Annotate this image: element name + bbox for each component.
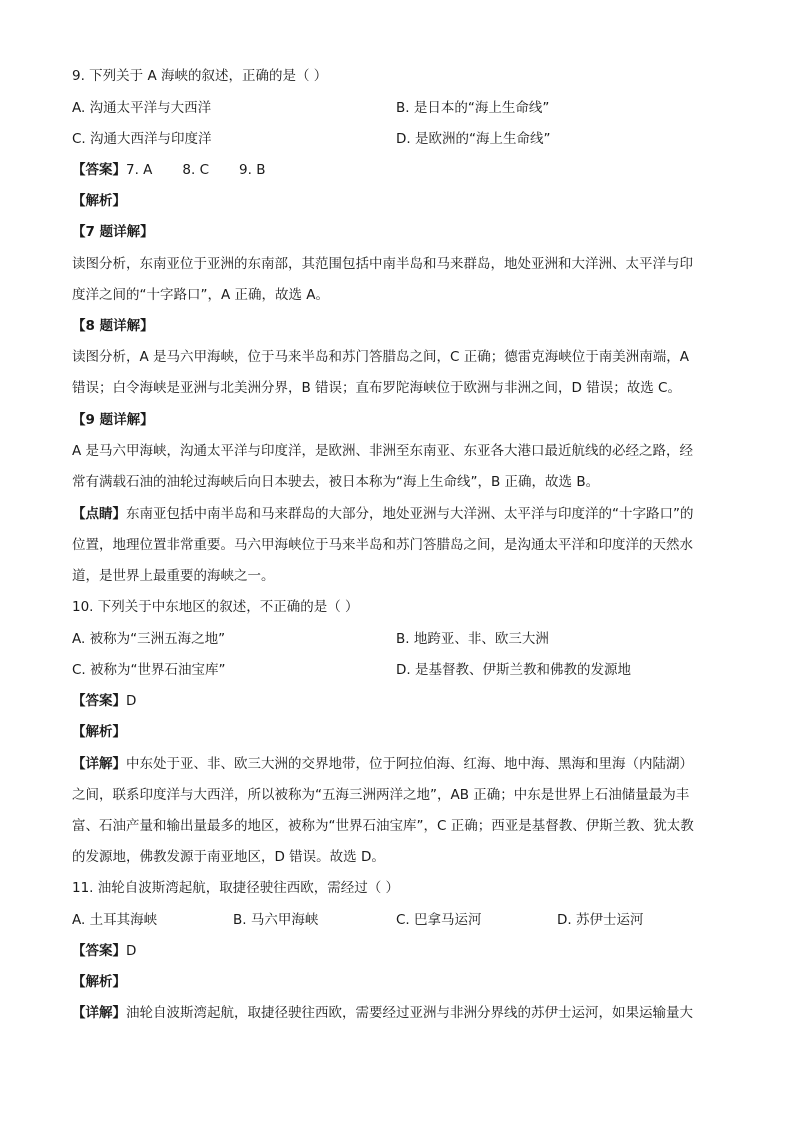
q11-answer: D xyxy=(126,943,137,959)
detail-9-line-2: 常有满载石油的油轮过海峡后向日本驶去，被日本称为“海上生命线”，B 正确，故选 B。 xyxy=(72,474,600,490)
detail-9-line-1: A 是马六甲海峡，沟通太平洋与印度洋，是欧洲、非洲至东南亚、东亚各大港口最近航线的必经之路，经 xyxy=(72,443,694,459)
q9-option-d: D. 是欧洲的“海上生命线” xyxy=(396,131,551,147)
q11-option-b: B. 马六甲海峡 xyxy=(233,912,319,928)
detail-7-title: 【7 题详解】 xyxy=(72,224,154,240)
q10-option-b: B. 地跨亚、非、欧三大洲 xyxy=(396,631,549,647)
q10-option-c: C. 被称为“世界石油宝库” xyxy=(72,662,226,678)
detail-7-line-1: 读图分析，东南亚位于亚洲的东南部，其范围包括中南半岛和马来群岛，地处亚洲和大洋洲、太平洋与印 xyxy=(72,256,693,272)
q11-detail-line-1 xyxy=(72,1003,732,1023)
detail-9-title: 【9 题详解】 xyxy=(72,412,154,428)
q11-answer-line xyxy=(72,941,732,961)
q11-option-a: A. 土耳其海峡 xyxy=(72,912,158,928)
q10-option-a: A. 被称为“三洲五海之地” xyxy=(72,631,226,647)
analysis-label: 【解析】 xyxy=(72,193,126,209)
q11-option-c: C. 巴拿马运河 xyxy=(396,912,482,928)
detail-8-title: 【8 题详解】 xyxy=(72,318,154,334)
q11-option-d: D. 苏伊士运河 xyxy=(557,912,644,928)
question-10-stem: 10. 下列关于中东地区的叙述，不正确的是（ ） xyxy=(72,599,359,615)
q9-option-a: A. 沟通太平洋与大西洋 xyxy=(72,100,212,116)
q9-option-b: B. 是日本的“海上生命线” xyxy=(396,100,550,116)
answer-tag: 【答案】 xyxy=(72,162,126,178)
dianjing-line-1 xyxy=(72,504,732,524)
q10-detail-line-1 xyxy=(72,754,732,774)
detail-8-line-1: 读图分析，A 是马六甲海峡，位于马来半岛和苏门答腊岛之间，C 正确；德雷克海峡位于南美洲南端，A xyxy=(72,349,689,365)
dianjing-line-2: 位置，地理位置非常重要。马六甲海峡位于马来半岛和苏门答腊岛之间，是沟通太平洋和印度洋的天然水 xyxy=(72,537,693,553)
q11-analysis-label: 【解析】 xyxy=(72,974,126,990)
q9-option-c: C. 沟通大西洋与印度洋 xyxy=(72,131,212,147)
q10-option-d: D. 是基督教、伊斯兰教和佛教的发源地 xyxy=(396,662,631,678)
q10-detail-tag: 【详解】 xyxy=(72,756,126,772)
q10-answer-tag: 【答案】 xyxy=(72,693,126,709)
question-11-stem: 11. 油轮自波斯湾起航，取捷径驶往西欧，需经过（ ） xyxy=(72,880,400,896)
q11-detail-tag: 【详解】 xyxy=(72,1005,126,1021)
q10-answer: D xyxy=(126,693,137,709)
question-9-stem: 9. 下列关于 A 海峡的叙述，正确的是（ ） xyxy=(72,68,328,84)
q10-answer-line xyxy=(72,691,732,711)
dianjing-tag: 【点睛】 xyxy=(72,506,126,522)
detail-8-line-2: 错误；白令海峡是亚洲与北美洲分界，B 错误；直布罗陀海峡位于欧洲与非洲之间，D 错误；故选 C。 xyxy=(72,380,681,396)
dianjing-text-1: 东南亚包括中南半岛和马来群岛的大部分，地处亚洲与大洋洲、太平洋与印度洋的“十字路口”的 xyxy=(126,506,694,522)
q11-detail-text-1: 油轮自波斯湾起航，取捷径驶往西欧，需要经过亚洲与非洲分界线的苏伊士运河，如果运输量大 xyxy=(126,1005,693,1021)
answer-8: 8. C xyxy=(182,162,210,178)
q10-detail-line-3: 富、石油产量和输出量最多的地区，被称为“世界石油宝库”，C 正确；西亚是基督教、伊斯兰教、犹太教 xyxy=(72,818,694,834)
answer-9: 9. B xyxy=(239,162,266,178)
detail-7-line-2: 度洋之间的“十字路口”，A 正确，故选 A。 xyxy=(72,287,330,303)
dianjing-line-3: 道，是世界上最重要的海峡之一。 xyxy=(72,568,275,584)
q10-detail-line-4: 的发源地，佛教发源于南亚地区，D 错误。故选 D。 xyxy=(72,849,385,865)
q11-answer-tag: 【答案】 xyxy=(72,943,126,959)
q10-detail-line-2: 之间，联系印度洋与大西洋，所以被称为“五海三洲两洋之地”，AB 正确；中东是世界上石油储量最为丰 xyxy=(72,787,690,803)
q10-analysis-label: 【解析】 xyxy=(72,724,126,740)
answer-line-7-9 xyxy=(72,160,732,180)
answer-7: 7. A xyxy=(126,162,153,178)
q10-detail-text-1: 中东处于亚、非、欧三大洲的交界地带，位于阿拉伯海、红海、地中海、黑海和里海（内陆湖） xyxy=(126,756,693,772)
